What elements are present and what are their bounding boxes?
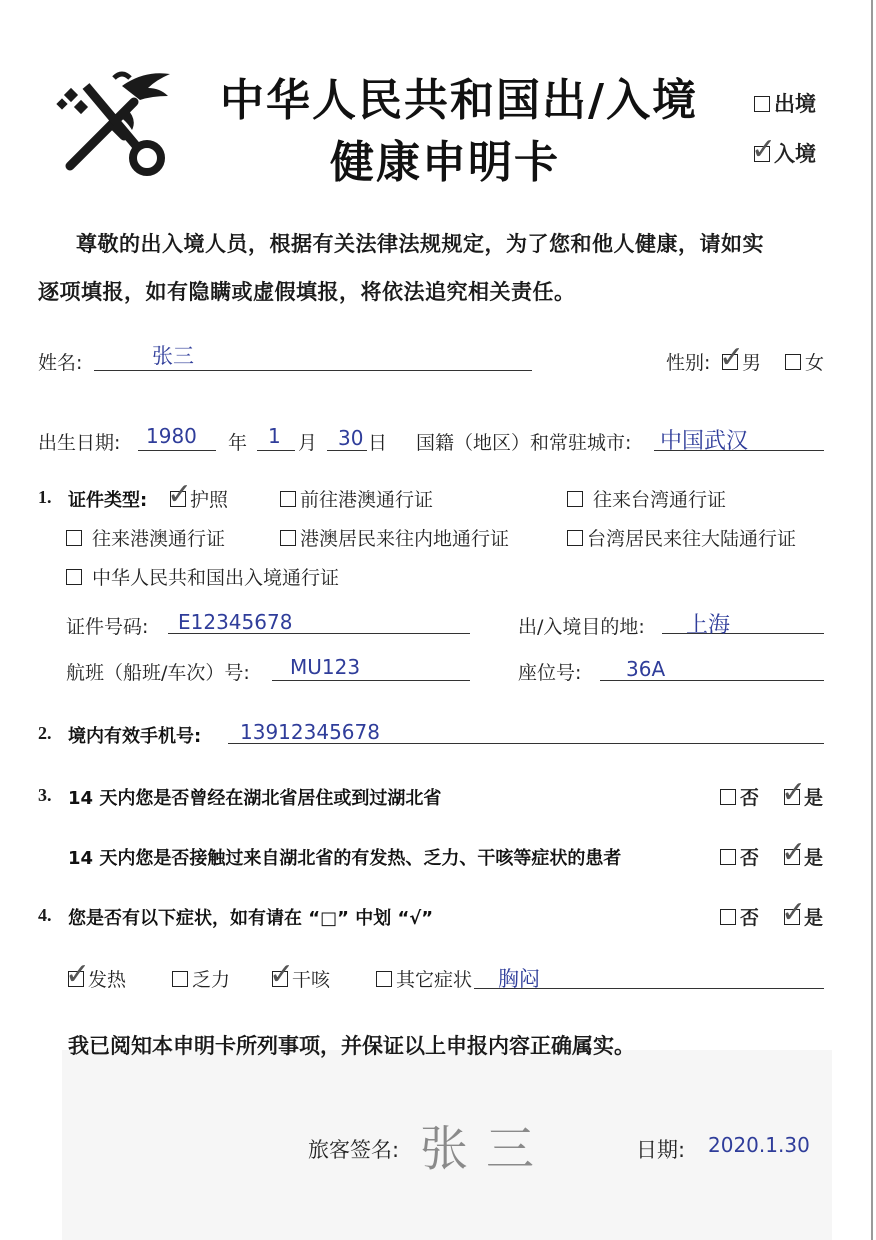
hk-macau-travel-checkbox[interactable] <box>280 491 296 507</box>
page-title-line2: 健康申明卡 <box>330 137 560 188</box>
symptom-other-label: 其它症状 <box>396 969 473 991</box>
option-entry[interactable] <box>751 132 816 168</box>
hk-macau-pass-checkbox[interactable] <box>66 530 82 546</box>
check-mark-icon: ✓ <box>781 835 807 870</box>
birth-label: 出生日期: <box>38 432 121 454</box>
hk-macau-resident-checkbox[interactable] <box>280 530 296 546</box>
symptom-fever-label: 发热 <box>88 969 127 991</box>
passport-checkbox[interactable] <box>167 477 193 512</box>
q3b-no-checkbox[interactable] <box>720 849 736 865</box>
female-checkbox[interactable] <box>785 354 801 370</box>
q3-number: 3. <box>38 785 52 805</box>
q2-number: 2. <box>38 723 52 743</box>
gender-female-option[interactable] <box>785 348 824 375</box>
date-field[interactable]: 2020.1.30 <box>708 1133 810 1157</box>
phone-field[interactable]: 13912345678 <box>240 720 380 744</box>
q3b-no-label: 否 <box>740 847 760 869</box>
check-mark-icon: ✓ <box>719 340 745 375</box>
birth-month-field[interactable]: 1 <box>268 424 281 448</box>
nationality-label: 国籍（地区）和常驻城市: <box>416 432 632 454</box>
gender-male-label: 男 <box>742 352 762 374</box>
q4-no-option[interactable] <box>720 903 759 930</box>
male-checkbox[interactable] <box>719 340 745 375</box>
check-mark-icon: ✓ <box>65 957 91 992</box>
flight-label: 航班（船班/车次）号: <box>66 662 250 684</box>
birth-day-unit: 日 <box>368 432 388 454</box>
signature-label: 旅客签名: <box>308 1138 400 1162</box>
q3a-yes-option[interactable] <box>781 775 824 810</box>
check-mark-icon: ✓ <box>167 477 193 512</box>
q4-no-checkbox[interactable] <box>720 909 736 925</box>
page-title-line1: 中华人民共和国出/入境 <box>220 75 699 126</box>
doc-type-prc-travel[interactable] <box>66 563 339 590</box>
taiwan-travel-checkbox[interactable] <box>567 491 583 507</box>
destination-field[interactable]: 上海 <box>686 613 731 638</box>
doc-type-hk-macau-travel[interactable] <box>280 485 433 512</box>
nationality-field[interactable]: 中国武汉 <box>660 429 749 454</box>
destination-label: 出/入境目的地: <box>518 616 645 638</box>
exit-checkbox[interactable] <box>754 96 770 112</box>
other-symptom-field[interactable]: 胸闷 <box>498 967 540 991</box>
check-mark-icon: ✓ <box>781 775 807 810</box>
fatigue-checkbox[interactable] <box>172 971 188 987</box>
q4-yes-option[interactable] <box>781 895 824 930</box>
check-mark-icon: ✓ <box>269 957 295 992</box>
doc-type-taiwan-travel-label: 往来台湾通行证 <box>593 489 727 511</box>
prc-travel-checkbox[interactable] <box>66 569 82 585</box>
handwritten-signature[interactable]: 张三 <box>420 1121 553 1177</box>
doc-type-prc-travel-label: 中华人民共和国出入境通行证 <box>92 567 340 589</box>
symptom-fatigue-option[interactable] <box>172 965 230 992</box>
doc-type-taiwan-travel[interactable] <box>567 485 726 512</box>
q1-label: 证件类型: <box>68 490 148 511</box>
birth-day-underline <box>327 450 367 451</box>
symptom-cough-label: 干咳 <box>292 969 331 991</box>
flight-field[interactable]: MU123 <box>290 655 361 679</box>
taiwan-resident-checkbox[interactable] <box>567 530 583 546</box>
doc-type-hk-macau-travel-label: 前往港澳通行证 <box>300 489 434 511</box>
q3-question-1: 14 天内您是否曾经在湖北省居住或到过湖北省 <box>68 788 442 809</box>
q3a-no-option[interactable] <box>720 783 759 810</box>
name-field[interactable]: 张三 <box>152 344 194 368</box>
q4-label: 您是否有以下症状，如有请在 “□” 中划 “√” <box>68 908 434 929</box>
birth-year-unit: 年 <box>228 432 248 454</box>
check-mark-icon: ✓ <box>751 132 777 167</box>
symptom-other-option[interactable] <box>376 965 472 992</box>
q4-yes-label: 是 <box>804 907 824 929</box>
fever-checkbox[interactable] <box>65 957 91 992</box>
q4-number: 4. <box>38 905 52 925</box>
doc-type-passport[interactable] <box>167 477 229 512</box>
birth-year-underline <box>138 450 216 451</box>
birth-year-field[interactable]: 1980 <box>146 424 197 448</box>
q3b-yes-label: 是 <box>804 847 824 869</box>
q1-number: 1. <box>38 487 52 507</box>
option-exit-label: 出境 <box>774 92 816 116</box>
q4-yes-checkbox[interactable] <box>781 895 807 930</box>
option-entry-label: 入境 <box>774 142 816 166</box>
intro-line2: 逐项填报，如有隐瞒或虚假填报，将依法追究相关责任。 <box>38 280 576 304</box>
other-symptom-checkbox[interactable] <box>376 971 392 987</box>
symptom-fever-option[interactable] <box>65 957 127 992</box>
doc-no-field[interactable]: E12345678 <box>178 610 293 634</box>
date-label: 日期: <box>636 1138 686 1162</box>
doc-type-taiwan-resident[interactable] <box>567 524 796 551</box>
q3b-yes-checkbox[interactable] <box>781 835 807 870</box>
gender-male-option[interactable] <box>719 340 762 375</box>
name-label: 姓名: <box>38 352 83 374</box>
check-mark-icon: ✓ <box>781 895 807 930</box>
page-edge <box>871 0 873 1240</box>
option-exit[interactable] <box>754 88 816 118</box>
customs-emblem-icon <box>52 66 174 182</box>
q3a-no-label: 否 <box>740 787 760 809</box>
doc-type-hk-macau-pass-label: 往来港澳通行证 <box>92 528 226 550</box>
doc-type-passport-label: 护照 <box>190 489 229 511</box>
q4-no-label: 否 <box>740 907 760 929</box>
cough-checkbox[interactable] <box>269 957 295 992</box>
birth-month-underline <box>257 450 295 451</box>
symptom-fatigue-label: 乏力 <box>192 969 231 991</box>
birth-month-unit: 月 <box>298 432 318 454</box>
doc-no-label: 证件号码: <box>66 616 149 638</box>
q3a-yes-label: 是 <box>804 787 824 809</box>
gender-female-label: 女 <box>805 352 825 374</box>
gender-label: 性别: <box>666 352 711 374</box>
symptom-cough-option[interactable] <box>269 957 331 992</box>
doc-type-hk-macau-pass[interactable] <box>66 524 225 551</box>
q2-label: 境内有效手机号: <box>68 726 202 747</box>
flight-underline <box>272 680 470 681</box>
q3b-no-option[interactable] <box>720 843 759 870</box>
intro-line1: 尊敬的出入境人员，根据有关法律法规规定，为了您和他人健康，请如实 <box>76 232 764 256</box>
name-underline <box>94 370 532 371</box>
q3b-yes-option[interactable] <box>781 835 824 870</box>
doc-type-hk-macau-resident[interactable] <box>280 524 509 551</box>
birth-day-field[interactable]: 30 <box>338 426 364 450</box>
q3a-no-checkbox[interactable] <box>720 789 736 805</box>
doc-type-taiwan-resident-label: 台湾居民来往大陆通行证 <box>587 528 797 550</box>
entry-checkbox[interactable] <box>751 132 777 167</box>
declaration-text: 我已阅知本申明卡所列事项，并保证以上申报内容正确属实。 <box>68 1034 635 1058</box>
q3a-yes-checkbox[interactable] <box>781 775 807 810</box>
doc-type-hk-macau-resident-label: 港澳居民来往内地通行证 <box>300 528 510 550</box>
q3-question-2: 14 天内您是否接触过来自湖北省的有发热、乏力、干咳等症状的患者 <box>68 848 622 869</box>
seat-field[interactable]: 36A <box>626 657 666 681</box>
seat-label: 座位号: <box>518 662 582 684</box>
